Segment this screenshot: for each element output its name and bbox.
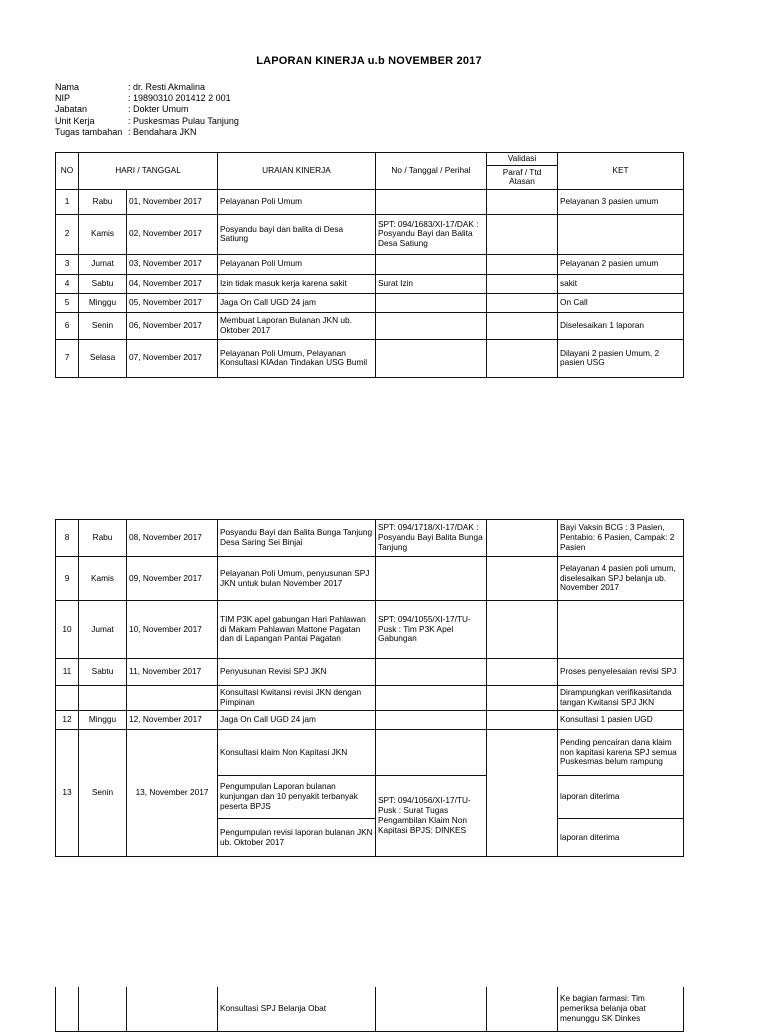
cell-perihal: SPT: 094/1055/XI-17/TU-Pusk : Tim P3K Apel Gabungan [376, 601, 487, 659]
info-value: : dr. Resti Akmalina [128, 82, 206, 92]
cell-hari: Rabu [79, 189, 127, 214]
cell-no: 3 [56, 254, 79, 274]
cell-tanggal: 02, November 2017 [127, 214, 218, 254]
cell-tanggal: 03, November 2017 [127, 254, 218, 274]
cell-paraf [487, 254, 558, 274]
header-uraian: URAIAN KINERJA [218, 153, 376, 190]
cell-ket [558, 214, 684, 254]
cell-tanggal: 08, November 2017 [127, 520, 218, 557]
cell-ket: laporan diterima [558, 776, 684, 819]
cell-perihal [376, 254, 487, 274]
cell-perihal: SPT: 094/1056/XI-17/TU-Pusk : Surat Tugas Pengambilan Klaim Non Kapitasi BPJS: DINKES [376, 776, 487, 857]
info-value: : 19890310 201412 2 001 [128, 93, 231, 104]
cell-perihal [376, 730, 487, 776]
cell-no: 5 [56, 293, 79, 312]
cell-no: 13 [56, 730, 79, 857]
cell-ket: Dirampungkan verifikasi/tanda tangan Kwitansi SPJ JKN [558, 686, 684, 711]
cell-uraian: Pelayanan Poli Umum [218, 254, 376, 274]
table-row [56, 730, 684, 776]
cell-perihal: SPT: 094/1718/XI-17/DAK : Posyandu Bayi Balita Bunga Tanjung [376, 520, 487, 557]
cell-perihal [376, 339, 487, 377]
cell-perihal [376, 686, 487, 711]
cell-perihal [376, 189, 487, 214]
cell-perihal [376, 312, 487, 339]
cell-paraf [487, 730, 558, 857]
cell-paraf [487, 601, 558, 659]
cell-uraian: Konsultasi klaim Non Kapitasi JKN [218, 730, 376, 776]
cell-ket: Bayi Vaksin BCG : 3 Pasien, Pentabio: 6 Pasien, Campak: 2 Pasien [558, 520, 684, 557]
cell-uraian: Konsultasi SPJ Belanja Obat [218, 987, 376, 1031]
cell-tanggal: 05, November 2017 [127, 293, 218, 312]
table-row [56, 520, 684, 557]
report-table-page-1 [55, 152, 684, 378]
cell-uraian: Posyandu Bayi dan Balita Bunga Tanjung Desa Saring Sei Binjai [218, 520, 376, 557]
cell-no: 1 [56, 189, 79, 214]
info-value: : Bendahara JKN [128, 126, 197, 137]
cell-ket: Pelayanan 3 pasien umum [558, 189, 684, 214]
cell-uraian: Pengumpulan Laporan bulanan kunjungan dan 10 penyakit terbanyak peserta BPJS [218, 776, 376, 819]
cell-paraf [487, 214, 558, 254]
cell-tanggal: 10, November 2017 [127, 601, 218, 659]
cell-paraf [487, 274, 558, 293]
cell-ket: Pelayanan 4 pasien poli umum, diselesaikan SPJ belanja ub. November 2017 [558, 557, 684, 601]
cell-paraf [487, 189, 558, 214]
table-row [56, 293, 684, 312]
info-row-jabatan [55, 104, 239, 115]
cell-no: 7 [56, 339, 79, 377]
cell-hari [79, 686, 127, 711]
table-row [56, 711, 684, 730]
header-validasi: Validasi [487, 153, 558, 166]
table-row [56, 659, 684, 686]
cell-hari: Selasa [79, 339, 127, 377]
cell-tanggal: 11, November 2017 [127, 659, 218, 686]
cell-hari: Senin [79, 730, 127, 857]
cell-ket: Dilayani 2 pasien Umum, 2 pasien USG [558, 339, 684, 377]
info-row-tugas-tambahan [55, 127, 239, 138]
cell-paraf [487, 686, 558, 711]
header-no: NO [56, 153, 79, 190]
info-row-unit-kerja [55, 116, 239, 127]
info-label: NIP [55, 93, 71, 104]
report-table-page-3 [55, 987, 684, 1032]
cell-hari: Kamis [79, 557, 127, 601]
header-paraf: Paraf / Ttd Atasan [487, 165, 558, 189]
cell-hari: Senin [79, 312, 127, 339]
cell-no: 4 [56, 274, 79, 293]
cell-uraian: Jaga On Call UGD 24 jam [218, 293, 376, 312]
cell-ket [558, 601, 684, 659]
cell-hari: Minggu [79, 711, 127, 730]
cell-uraian: Pelayanan Poli Umum, penyusunan SPJ JKN untuk bulan November 2017 [218, 557, 376, 601]
cell-ket: Proses penyelesaian revisi SPJ [558, 659, 684, 686]
cell-hari: Sabtu [79, 274, 127, 293]
info-label: Nama [55, 82, 80, 92]
cell-paraf [487, 557, 558, 601]
info-label: Jabatan [55, 104, 88, 115]
cell-no: 12 [56, 711, 79, 730]
cell-tanggal: 06, November 2017 [127, 312, 218, 339]
cell-hari [79, 987, 127, 1031]
cell-perihal [376, 293, 487, 312]
cell-ket: Konsultasi 1 pasien UGD [558, 711, 684, 730]
cell-no [56, 987, 79, 1031]
cell-uraian: Pelayanan Poli Umum [218, 189, 376, 214]
cell-no: 8 [56, 520, 79, 557]
cell-perihal: SPT: 094/1683/XI-17/DAK : Posyandu Bayi dan Balita Desa Satiung [376, 214, 487, 254]
info-value: : Dokter Umum [128, 104, 189, 115]
cell-uraian: Jaga On Call UGD 24 jam [218, 711, 376, 730]
employee-info [55, 82, 239, 138]
table-row [56, 312, 684, 339]
cell-tanggal: 04, November 2017 [127, 274, 218, 293]
cell-no [56, 686, 79, 711]
table-row [56, 339, 684, 377]
cell-uraian: Posyandu bayi dan balita di Desa Satiung [218, 214, 376, 254]
cell-hari: Sabtu [79, 659, 127, 686]
cell-uraian: Izin tidak masuk kerja karena sakit [218, 274, 376, 293]
cell-paraf [487, 293, 558, 312]
cell-ket: Diselesaikan 1 laporan [558, 312, 684, 339]
table-row [56, 254, 684, 274]
cell-no: 6 [56, 312, 79, 339]
cell-ket: Pending pencairan dana klaim non kapitasi karena SPJ semua Puskesmas belum rampung [558, 730, 684, 776]
cell-tanggal: 09, November 2017 [127, 557, 218, 601]
cell-paraf [487, 659, 558, 686]
table-row [56, 601, 684, 659]
cell-tanggal: 13, November 2017 [127, 730, 218, 857]
cell-uraian: Pelayanan Poli Umum, Pelayanan Konsultasi KIAdan Tindakan USG Bumil [218, 339, 376, 377]
cell-tanggal [127, 987, 218, 1031]
table-row [56, 557, 684, 601]
header-perihal: No / Tanggal / Perihal [376, 153, 487, 190]
table-row [56, 987, 684, 1031]
cell-perihal [376, 659, 487, 686]
cell-paraf [487, 711, 558, 730]
table-row [56, 274, 684, 293]
table-row [56, 686, 684, 711]
cell-ket: sakit [558, 274, 684, 293]
cell-paraf [487, 339, 558, 377]
cell-tanggal [127, 686, 218, 711]
cell-ket: Pelayanan 2 pasien umum [558, 254, 684, 274]
cell-no: 10 [56, 601, 79, 659]
cell-ket: On Call [558, 293, 684, 312]
report-table-page-2 [55, 519, 684, 857]
cell-perihal [376, 711, 487, 730]
cell-hari: Jumat [79, 601, 127, 659]
cell-paraf [487, 520, 558, 557]
cell-tanggal: 07, November 2017 [127, 339, 218, 377]
cell-uraian: Pengumpulan revisi laporan bulanan JKN ub. Oktober 2017 [218, 819, 376, 857]
cell-perihal [376, 987, 487, 1031]
header-ket: KET [558, 153, 684, 190]
cell-hari: Rabu [79, 520, 127, 557]
cell-hari: Minggu [79, 293, 127, 312]
table-row [56, 214, 684, 254]
info-row-nama [55, 82, 239, 93]
cell-hari: Jumat [79, 254, 127, 274]
cell-no: 2 [56, 214, 79, 254]
header-row [56, 153, 684, 166]
table-row [56, 189, 684, 214]
cell-uraian: Membuat Laporan Bulanan JKN ub. Oktober 2017 [218, 312, 376, 339]
cell-uraian: TIM P3K apel gabungan Hari Pahlawan di Makam Pahlawan Mattone Pagatan dan di Lapangan Pantai Pagatan [218, 601, 376, 659]
cell-perihal [376, 557, 487, 601]
info-label: Tugas tambahan [55, 126, 123, 137]
cell-uraian: Konsultasi Kwitansi revisi JKN dengan Pimpinan [218, 686, 376, 711]
cell-paraf [487, 312, 558, 339]
cell-ket: laporan diterima [558, 819, 684, 857]
cell-tanggal: 01, November 2017 [127, 189, 218, 214]
cell-perihal: Surat Izin [376, 274, 487, 293]
info-value: : Puskesmas Pulau Tanjung [128, 115, 239, 126]
cell-tanggal: 12, November 2017 [127, 711, 218, 730]
cell-no: 11 [56, 659, 79, 686]
cell-no: 9 [56, 557, 79, 601]
cell-ket: Ke bagian farmasi: Tim pemeriksa belanja obat menunggu SK Dinkes [558, 987, 684, 1031]
info-label: Unit Kerja [55, 115, 95, 126]
cell-uraian: Penyusunan Revisi SPJ JKN [218, 659, 376, 686]
report-title: LAPORAN KINERJA u.b NOVEMBER 2017 [256, 55, 482, 67]
info-row-nip [55, 93, 239, 104]
cell-paraf [487, 987, 558, 1031]
cell-hari: Kamis [79, 214, 127, 254]
header-hari-tanggal: HARI / TANGGAL [79, 153, 218, 190]
